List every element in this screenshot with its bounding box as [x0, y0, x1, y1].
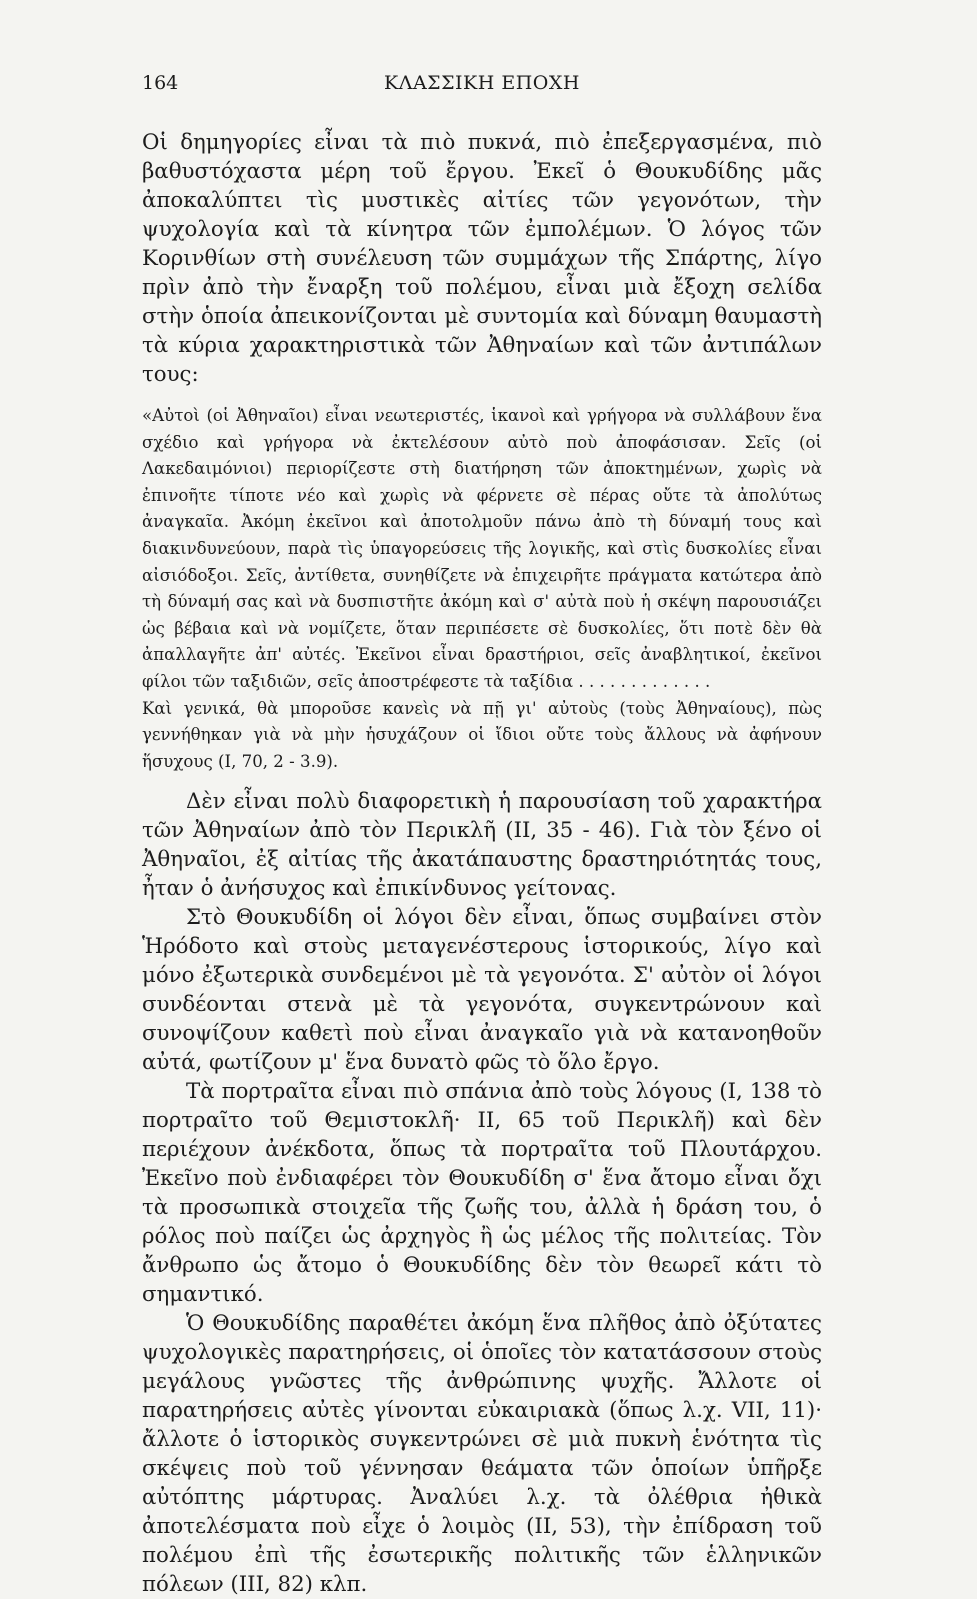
running-title: ΚΛΑΣΣΙΚΗ ΕΠΟΧΗ — [384, 72, 580, 94]
paragraph-4: Τὰ πορτραῖτα εἶναι πιὸ σπάνια ἀπὸ τοὺς λόγους (Ι, 138 τὸ πορτραῖτο τοῦ Θεμιστοκλῆ· ΙΙ, 65 τοῦ Περικλῆ) καὶ δὲν περιέχουν ἀνέκδοτα, ὅπως τὰ πορτραῖτα τοῦ Πλουτάρχου. Ἐκεῖνο ποὺ ἐνδιαφέρει τὸν Θουκυδίδη σ' ἕνα ἄτομο εἶναι ὄχι τὰ προσωπικὰ στοιχεῖα τῆς ζωῆς του, ἀλλὰ ἡ δράση του, ὁ ρόλος ποὺ παίζει ὡς ἀρχηγὸς ἢ ὡς μέλος τῆς πολιτείας. Τὸν ἄνθρωπο ὡς ἄτομο ὁ Θουκυδίδης δὲν τὸν θεωρεῖ κάτι τὸ σημαντικό. — [142, 1079, 822, 1308]
page-number: 164 — [142, 72, 179, 94]
quote-paragraph-2: Καὶ γενικά, θὰ μποροῦσε κανεὶς νὰ πῇ γι' αὐτοὺς (τοὺς Ἀθηναίους), πὼς γεννήθηκαν γιὰ νὰ μὴν ἡσυχάζουν οἱ ἴδιοι οὔτε τοὺς ἄλλους νὰ ἀφήνουν ἥσυχους (Ι, 70, 2 - 3.9). — [142, 698, 822, 771]
block-quote — [142, 403, 822, 775]
body-text — [142, 128, 822, 1599]
page-header — [142, 72, 822, 102]
paragraph-3: Στὸ Θουκυδίδη οἱ λόγοι δὲν εἶναι, ὅπως συμβαίνει στὸν Ἡρόδοτο καὶ στοὺς μεταγενέστερους ἱστορικούς, λίγο καὶ μόνο ἐξωτερικὰ συνδεμένοι μὲ τὰ γεγονότα. Σ' αὐτὸν οἱ λόγοι συνδέονται στενὰ μὲ τὰ γεγονότα, συγκεντρώνουν καὶ συνοψίζουν καθετὶ ποὺ εἶναι ἀναγκαῖο γιὰ νὰ κατανοηθοῦν αὐτά, φωτίζουν μ' ἕνα δυνατὸ φῶς τὸ ὅλο ἔργο. — [142, 905, 822, 1076]
quote-paragraph-1: «Αὐτοὶ (οἱ Ἀθηναῖοι) εἶναι νεωτεριστές, ἱκανοὶ καὶ γρήγορα νὰ συλλάβουν ἕνα σχέδιο καὶ γρήγορα νὰ ἐκτελέσουν αὐτὸ ποὺ ἀποφάσισαν. Σεῖς (οἱ Λακεδαιμόνιοι) περιορίζεστε στὴ διατήρηση τῶν ἀποκτημένων, χωρὶς νὰ ἐπινοῆτε τίποτε νέο καὶ χωρὶς νὰ φέρνετε σὲ πέρας οὔτε τὰ ἀπολύτως ἀναγκαῖα. Ἀκόμη ἐκεῖνοι καὶ ἀποτολμοῦν πάνω ἀπὸ τὴ δύναμή τους καὶ διακινδυνεύουν, παρὰ τὶς ὑπαγορεύσεις τῆς λογικῆς, καὶ στὶς δυσκολίες εἶναι αἰσιόδοξοι. Σεῖς, ἀντίθετα, συνηθίζετε νὰ ἐπιχειρῆτε πράγματα κατώτερα ἀπὸ τὴ δύναμή σας καὶ νὰ δυσπιστῆτε ἀκόμη καὶ σ' αὐτὰ ποὺ ἡ σκέψη παρουσιάζει ὡς βέβαια καὶ νὰ νομίζετε, ὅταν περιπέσετε σὲ δυσκολίες, ὅτι ποτὲ δὲν θὰ ἀπαλλαγῆτε ἀπ' αὐτές. Ἐκεῖνοι εἶναι δραστήριοι, σεῖς ἀναβλητικοί, ἐκεῖνοι φίλοι τῶν ταξιδιῶν, σεῖς ἀποστρέφεστε τὰ ταξίδια . . . . . . . . . . . . . — [142, 406, 822, 691]
paragraph-2: Δὲν εἶναι πολὺ διαφορετικὴ ἡ παρουσίαση τοῦ χαρακτήρα τῶν Ἀθηναίων ἀπὸ τὸν Περικλῆ (ΙΙ, 35 - 46). Γιὰ τὸν ξένο οἱ Ἀθηναῖοι, ἐξ αἰτίας τῆς ἀκατάπαυστης δραστηριότητάς τους, ἦταν ὁ ἀνήσυχος καὶ ἐπικίνδυνος γείτονας. — [142, 789, 822, 902]
paragraph-1: Οἱ δημηγορίες εἶναι τὰ πιὸ πυκνά, πιὸ ἐπεξεργασμένα, πιὸ βαθυστόχαστα μέρη τοῦ ἔργου. Ἐκεῖ ὁ Θουκυδίδης μᾶς ἀποκαλύπτει τὶς μυστικὲς αἰτίες τῶν γεγονότων, τὴν ψυχολογία καὶ τὰ κίνητρα τῶν ἐμπολέμων. Ὁ λόγος τῶν Κορινθίων στὴ συνέλευση τῶν συμμάχων τῆς Σπάρτης, λίγο πρὶν ἀπὸ τὴν ἔναρξη τοῦ πολέμου, εἶναι μιὰ ἔξοχη σελίδα στὴν ὁποία ἀπεικονίζονται μὲ συντομία καὶ δύναμη θαυμαστὴ τὰ κύρια χαρακτηριστικὰ τῶν Ἀθηναίων καὶ τῶν ἀντιπάλων τους: — [142, 130, 822, 387]
paragraph-5: Ὁ Θουκυδίδης παραθέτει ἀκόμη ἕνα πλῆθος ἀπὸ ὀξύτατες ψυχολογικὲς παρατηρήσεις, οἱ ὁποῖες τὸν κατατάσσουν στοὺς μεγάλους γνῶστες τῆς ἀνθρώπινης ψυχῆς. Ἄλλοτε οἱ παρατηρήσεις αὐτὲς γίνονται εὐκαιριακὰ (ὅπως λ.χ. VII, 11)· ἄλλοτε ὁ ἱστορικὸς συγκεντρώνει σὲ μιὰ πυκνὴ ἑνότητα τὶς σκέψεις ποὺ τοῦ γέννησαν θεάματα τῶν ὁποίων ὑπῆρξε αὐτόπτης μάρτυρας. Ἀναλύει λ.χ. τὰ ὀλέθρια ἠθικὰ ἀποτελέσματα ποὺ εἶχε ὁ λοιμὸς (ΙΙ, 53), τὴν ἐπίδραση τοῦ πολέμου ἐπὶ τῆς ἐσωτερικῆς πολιτικῆς τῶν ἑλληνικῶν πόλεων (ΙΙΙ, 82) κλπ. — [142, 1311, 822, 1598]
